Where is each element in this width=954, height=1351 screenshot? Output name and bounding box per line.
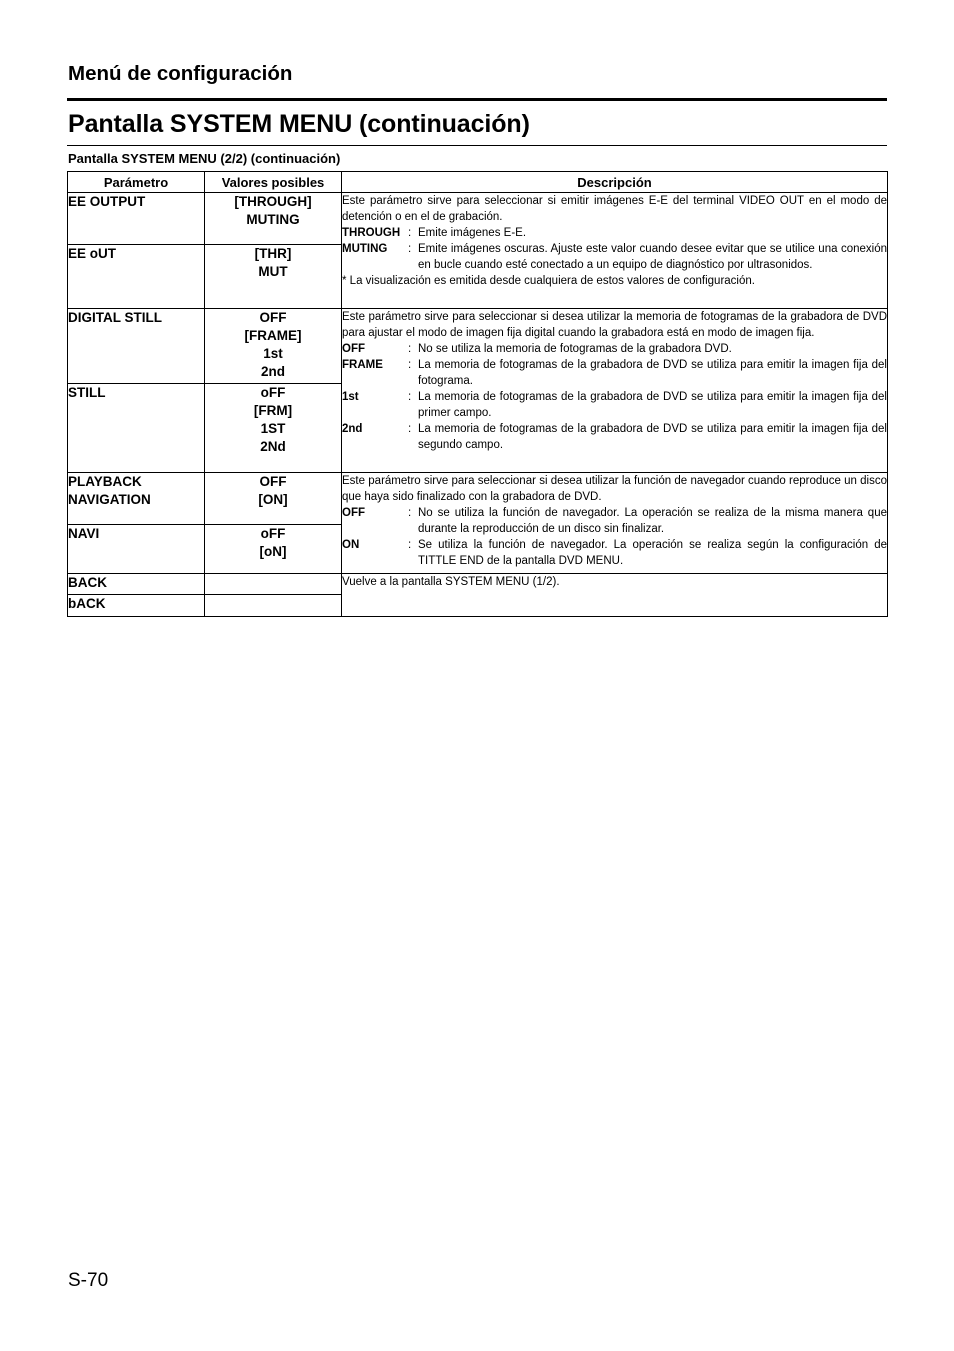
possible-value: [oN] (259, 544, 287, 559)
option-text: No se utiliza la función de navegador. La operación se realiza de la misma manera que durante la reproducción de un disco sin finalizar. (418, 507, 887, 535)
parameter-name: NAVIGATION (68, 492, 151, 507)
section-title: Menú de configuración (68, 62, 293, 85)
description-option (342, 537, 887, 569)
option-text: La memoria de fotogramas de la grabadora de DVD se utiliza para emitir la imagen fija del fotograma. (418, 359, 887, 387)
option-separator: : (408, 243, 412, 255)
possible-value: OFF (259, 474, 287, 489)
option-separator: : (408, 391, 412, 403)
option-separator: : (408, 359, 412, 371)
option-key: 2nd (342, 423, 363, 435)
possible-value: 2Nd (260, 439, 286, 454)
possible-value: [THROUGH] (234, 194, 312, 209)
parameter-cell (68, 193, 205, 245)
values-cell (205, 309, 342, 384)
values-cell (205, 245, 342, 309)
possible-value: 1ST (260, 421, 286, 436)
page-number: S-70 (68, 1270, 109, 1291)
description-option (342, 389, 887, 421)
option-key: ON (342, 539, 360, 551)
parameter-name: NAVI (68, 526, 100, 541)
description-intro: Este parámetro sirve para seleccionar si desea utilizar la memoria de fotogramas de la grabadora de DVD para ajustar el modo de imagen fija digital cuando la grabadora está en modo de imagen fija. (342, 311, 887, 339)
table-header-row (68, 172, 888, 193)
description-option (342, 341, 887, 357)
parameter-name: EE oUT (68, 246, 117, 261)
option-separator: : (408, 507, 412, 519)
description-cell (342, 309, 888, 473)
possible-value: 2nd (260, 364, 285, 379)
description-option (342, 357, 887, 389)
possible-value: oFF (260, 526, 286, 541)
option-key: 1st (342, 391, 359, 403)
possible-value: MUTING (246, 212, 300, 227)
table-row (68, 574, 888, 595)
option-key: MUTING (342, 243, 388, 255)
parameter-cell (68, 525, 205, 574)
description-cell (342, 574, 888, 617)
option-text: Emite imágenes E-E. (418, 227, 527, 239)
title-rule (67, 145, 887, 146)
description-cell (342, 193, 888, 309)
values-cell (205, 473, 342, 525)
option-text: Se utiliza la función de navegador. La operación se realiza según la configuración de TITTLE END de la pantalla DVD MENU. (418, 539, 887, 567)
parameter-name: STILL (68, 385, 106, 400)
table-row (68, 193, 888, 245)
option-separator: : (408, 539, 412, 551)
column-header-values: Valores posibles (205, 172, 342, 193)
description-option (342, 241, 887, 273)
parameter-cell (68, 245, 205, 309)
option-key: OFF (342, 343, 365, 355)
parameter-cell (68, 309, 205, 384)
option-separator: : (408, 343, 412, 355)
description-option (342, 505, 887, 537)
option-text: No se utiliza la memoria de fotogramas de la grabadora DVD. (418, 343, 732, 355)
option-key: FRAME (342, 359, 383, 371)
description-intro: Vuelve a la pantalla SYSTEM MENU (1/2). (342, 576, 560, 588)
column-header-description: Descripción (342, 172, 888, 193)
parameter-cell (68, 384, 205, 473)
possible-value: 1st (263, 346, 283, 361)
values-cell (205, 525, 342, 574)
parameter-cell (68, 595, 205, 617)
parameter-name: BACK (68, 575, 107, 590)
description-option (342, 225, 887, 241)
parameter-cell (68, 574, 205, 595)
option-key: THROUGH (342, 227, 401, 239)
description-note: * La visualización es emitida desde cualquiera de estos valores de configuración. (342, 275, 755, 287)
parameter-name: PLAYBACK (68, 474, 142, 489)
option-separator: : (408, 227, 412, 239)
values-cell (205, 574, 342, 595)
option-text: La memoria de fotogramas de la grabadora de DVD se utiliza para emitir la imagen fija del primer campo. (418, 391, 887, 419)
description-intro: Este parámetro sirve para seleccionar si desea utilizar la función de navegador cuando reproduce un disco que haya sido finalizado con la grabadora de DVD. (342, 475, 887, 503)
table-row (68, 473, 888, 525)
possible-value: MUT (258, 264, 288, 279)
description-intro: Este parámetro sirve para seleccionar si emitir imágenes E-E del terminal VIDEO OUT en el modo de detención o en el de grabación. (342, 195, 887, 223)
values-cell (205, 384, 342, 473)
description-option (342, 421, 887, 453)
option-separator: : (408, 423, 412, 435)
values-cell (205, 595, 342, 617)
table-caption: Pantalla SYSTEM MENU (2/2) (continuación) (68, 151, 341, 166)
possible-value: [ON] (258, 492, 288, 507)
option-key: OFF (342, 507, 365, 519)
parameter-table (67, 171, 888, 617)
parameter-name: DIGITAL STILL (68, 310, 162, 325)
table-body (68, 193, 888, 617)
description-cell (342, 473, 888, 574)
table-row (68, 309, 888, 384)
header-rule (67, 98, 887, 101)
parameter-cell (68, 473, 205, 525)
possible-value: oFF (260, 385, 286, 400)
possible-value: [FRAME] (244, 328, 302, 343)
column-header-parameter: Parámetro (68, 172, 205, 193)
parameter-name: EE OUTPUT (68, 194, 146, 209)
option-text: La memoria de fotogramas de la grabadora de DVD se utiliza para emitir la imagen fija del segundo campo. (418, 423, 887, 451)
option-text: Emite imágenes oscuras. Ajuste este valor cuando desee evitar que se utilice una conexión en bucle cuando esté conectado a un equipo de diagnóstico por ultrasonidos. (418, 243, 887, 271)
parameter-name: bACK (68, 596, 106, 611)
values-cell (205, 193, 342, 245)
page-title: Pantalla SYSTEM MENU (continuación) (68, 110, 530, 138)
possible-value: OFF (259, 310, 287, 325)
possible-value: [THR] (254, 246, 292, 261)
possible-value: [FRM] (253, 403, 293, 418)
